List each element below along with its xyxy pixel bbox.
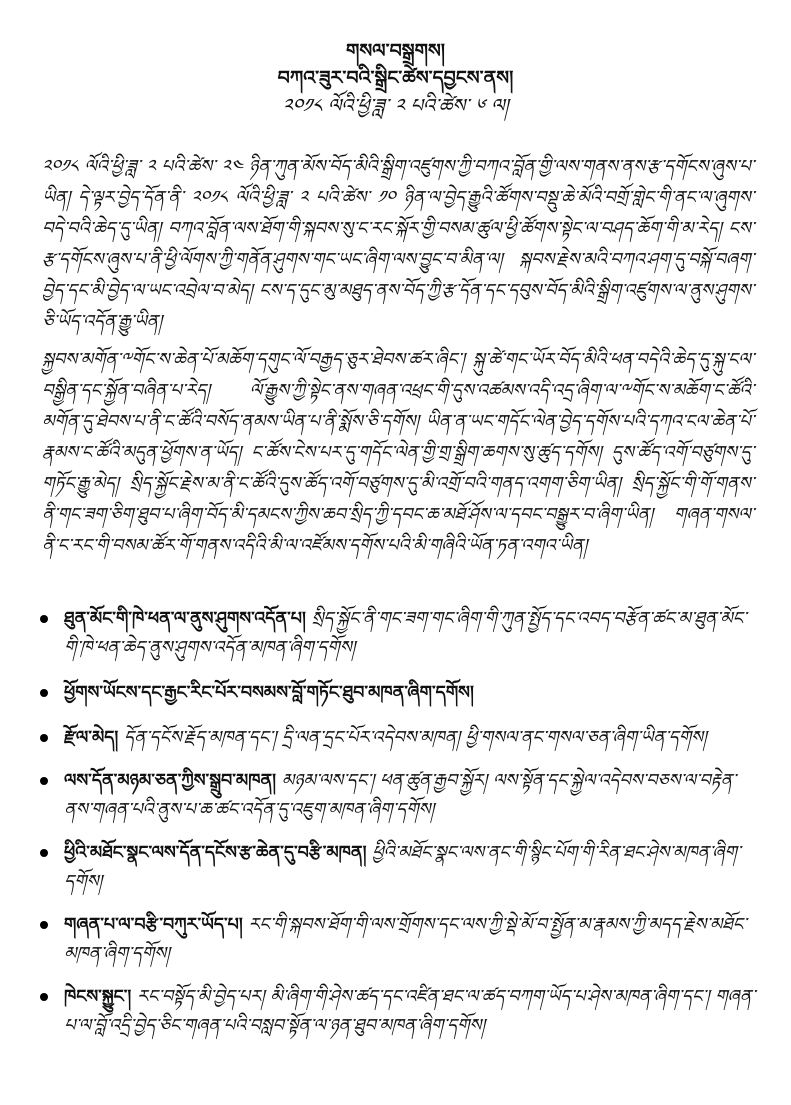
bullet-icon (40, 993, 48, 1001)
list-item-text: རང་གི་སྐབས་ཐོག་གི་ལས་གྲོགས་དང་ལས་ཀྱི་སྡེ་མོ་བ་སྤྱོན་མ་རྣམས་ཀྱི་མདད་རྗེས་མཐོང་མཁན་ཞིག་དགོས། (64, 915, 747, 964)
paragraph: སྐྱབས་མགོན་༸གོང་ས་ཆེན་པོ་མཆོག་དགུང་ལོ་བརྒྱད་ཅུར་ཐེབས་ཚར་ཞིང་། སྐུ་ཚེ་གང་ཡོར་བོད་མིའི་ཕན་བདེའི་ཆེད་དུ་སྐུ་ངལ་བསྒྱིན་དང་སྐྱོན་བཞིན་པ་རེད། ལོ་རྒྱུས་ཀྱི་སྟེང་ནས་གཞན་འཕྲང་གི་དུས་འཚམས་འདི་འདྲ་ཞིག་ལ་༸གོང་ས་མཆོག་ང་ཚོའི་མགོན་དུ་ཐེབས་པ་ནི་ང་ཚོའི་བསོད་ནམས་ཡིན་པ་ནི་སྨོས་ཅི་དགོས། ཡིན་ན་ཡང་གདོང་ལེན་བྱེད་དགོས་པའི་དཀའ་ངལ་ཆེན་པོ་རྣམས་ང་ཚོའི་མདུན་ཕྱོགས་ན་ཡོད། ང་ཚོས་ངེས་པར་དུ་གདོང་ལེན་གྱི་གྲ་སྒྲིག་ཆགས་སུ་ཚུད་དགོས། དུས་ཚོད་འགོ་བཙུགས་དུ་གཏོང་རྒྱུ་མེད། སྲིད་སྐྱོང་རྗེས་མ་ནི་ང་ཚོའི་དུས་ཚོད་འགོ་བཙུགས་དུ་མི་འགྲོ་བའི་གནད་འགག་ཅིག་ཡིན། སྲིད་སྐྱོང་གི་གོ་གནས་ནི་གང་ཟག་ཅིག་ཐུབ་པ་ཞིག་བོད་མི་དམངས་ཀྱིས་ཆབ་སྲིད་ཀྱི་དབང་ཆ་མཐོ་ཤོས་ལ་དབང་བསྒྱུར་བ་ཞིག་ཡིན། གཞན་གསལ་ནི་ང་རང་གི་བསམ་ཚོར་གོ་གནས་འདིའི་མི་ལ་འཛོམས་དགོས་པའི་མི་གཞིའི་ཡོན་ཏན་འགའ་ཡིན། (42, 350, 754, 556)
bullet-icon (40, 689, 48, 697)
list-item (40, 983, 756, 1041)
paragraph: ༢༠༡༨ ལོའི་ཕྱི་ཟླ་ ༢ པའི་ཚེས་ ༢༤ ཉིན་ཀུན་མོས་བོད་མིའི་སྒྲིག་འཛུགས་ཀྱི་བཀའ་བློན་གྱི་ལས་གནས་ནས་རྩ་དགོངས་ཞུས་པ་ཡིན། དེ་ལྟར་བྱེད་དོན་ནི་ ༢༠༡༨ ལོའི་ཕྱི་ཟླ་ ༢ པའི་ཚེས་ ༡༠ ཉིན་ལ་བྱེད་རྒྱུའི་ཚོགས་བསྡུ་ཆེ་མོའི་བགྲོ་གླེང་གི་ནང་ལ་ཞུགས་བདེ་བའི་ཆེད་དུ་ཡིན། བཀའ་བློན་ལས་ཐོག་གི་སྐབས་སུ་ང་རང་སྐོར་གྱི་བསམ་ཚུལ་ཕྱི་ཚོགས་སྟེང་ལ་བཤད་ཆོག་གི་མ་རེད། ངས་རྩ་དགོངས་ཞུས་པ་ནི་ཕྱི་ལོགས་ཀྱི་གནོན་ཤུགས་གང་ཡང་ཞིག་ལས་བྱུང་བ་མིན་ལ། སྐབས་རྗེས་མའི་བཀའ་ཤག་དུ་བསྐོ་བཞག་བྱེད་དང་མི་བྱེད་ལ་ཡང་འབྲེལ་བ་མེད། ངས་ད་དུང་མུ་མཐུད་ནས་བོད་ཀྱི་རྩ་དོན་དང་དབུས་བོད་མིའི་སྒྲིག་འཛུགས་ལ་ནུས་ཤུགས་ཅི་ཡོད་འདོན་རྒྱུ་ཡིན། (42, 157, 754, 332)
list-item-text: སྲིད་སྐྱོང་ནི་གང་ཟག་གང་ཞིག་གི་ཀུན་སྤྱོད་དང་འབད་བརྩོན་ཚང་མ་ཐུན་མོང་གི་ཁེ་ཕན་ཆེད་ནུས་ཤུགས་འདོན་མཁན་ཞིག་དགོས། (64, 609, 747, 658)
list-item-text: དོན་དངོས་རྗོད་མཁན་དང་། དྲི་ལན་དྲང་པོར་འདེབས་མཁན། ཕྱི་གསལ་ནང་གསལ་ཅན་ཞིག་ཡིན་དགོས། (123, 728, 707, 748)
list-item-heading: རྫོལ་མེད། (64, 728, 119, 748)
list-item-heading: གཞན་པ་ལ་བརྩི་བཀུར་ཡོད་པ། (64, 915, 243, 935)
list-item-text: རང་བསྟོད་མི་བྱེད་པར། མི་ཞིག་གི་ཤེས་ཚད་དང་འཛིན་ཐང་ལ་ཚད་བཀག་ཡོད་པ་ཤེས་མཁན་ཞིག་དང་། གཞན་པ་ལ་བློ་འདྲི་བྱེད་ཅིང་གཞན་པའི་བསླབ་སྟོན་ལ་ཉན་ཐུབ་མཁན་ཞིག་དགོས། (64, 987, 756, 1036)
list-item-heading: ཕྱོགས་ཡོངས་དང་རྒྱང་རིང་པོར་བསམས་བློ་གཏོང་ཐུབ་མཁན་ཞིག་དགོས། (64, 683, 474, 703)
qualities-list (40, 605, 756, 1041)
bullet-icon (40, 849, 48, 857)
list-item (40, 605, 756, 663)
date-line: ༢༠༡༨ ལོའི་ཕྱི་ཟླ་ ༢ པའི་ཚེས་ ༦ ལ། (282, 95, 509, 117)
announcement-title: གསལ་བསྒྲགས། (345, 40, 446, 62)
list-item (40, 911, 756, 969)
list-item-heading: ཁེངས་སྐྱུང་། (64, 987, 132, 1007)
bullet-icon (40, 777, 48, 785)
list-item-text: མཉམ་ལས་དང་། ཕན་ཚུན་རྒྱབ་སྐྱོར། ལས་སྟོན་དང་སྐྱེལ་འདེབས་བཅས་ལ་བརྟེན་ནས་གཞན་པའི་ནུས་པ་ཆ་ཚང་འདོན་དུ་འཇུག་མཁན་ཞིག་དགོས། (64, 771, 736, 820)
author-line: བཀའ་ཟུར་བའི་སྒྲིང་ཚེས་དབྱངས་ནས། (277, 67, 514, 89)
list-item (40, 767, 756, 825)
list-item-heading: ལས་དོན་མཉམ་ཅན་ཀྱིས་སྒྲུབ་མཁན། (64, 771, 277, 791)
bullet-icon (40, 734, 48, 742)
list-item-text: ཕྱིའི་མཐོང་སྣང་ལས་ནང་གི་སྙིང་པོག་གི་རིན་ཐང་ཤེས་མཁན་ཞིག་དགོས། (64, 843, 741, 892)
list-item (40, 839, 756, 897)
list-item (40, 724, 756, 753)
list-item (40, 679, 756, 708)
bullet-icon (40, 615, 48, 623)
bullet-icon (40, 921, 48, 929)
list-item-heading: ཕྱིའི་མཐོང་སྣང་ལས་དོན་དངོས་རྩ་ཆེན་དུ་བརྩི་མཁན། (64, 843, 367, 863)
list-item-heading: ཐུན་མོང་གི་ཁེ་ཕན་ལ་ནུས་ཤུགས་འདོན་པ། (64, 609, 306, 629)
document-header (0, 38, 791, 120)
